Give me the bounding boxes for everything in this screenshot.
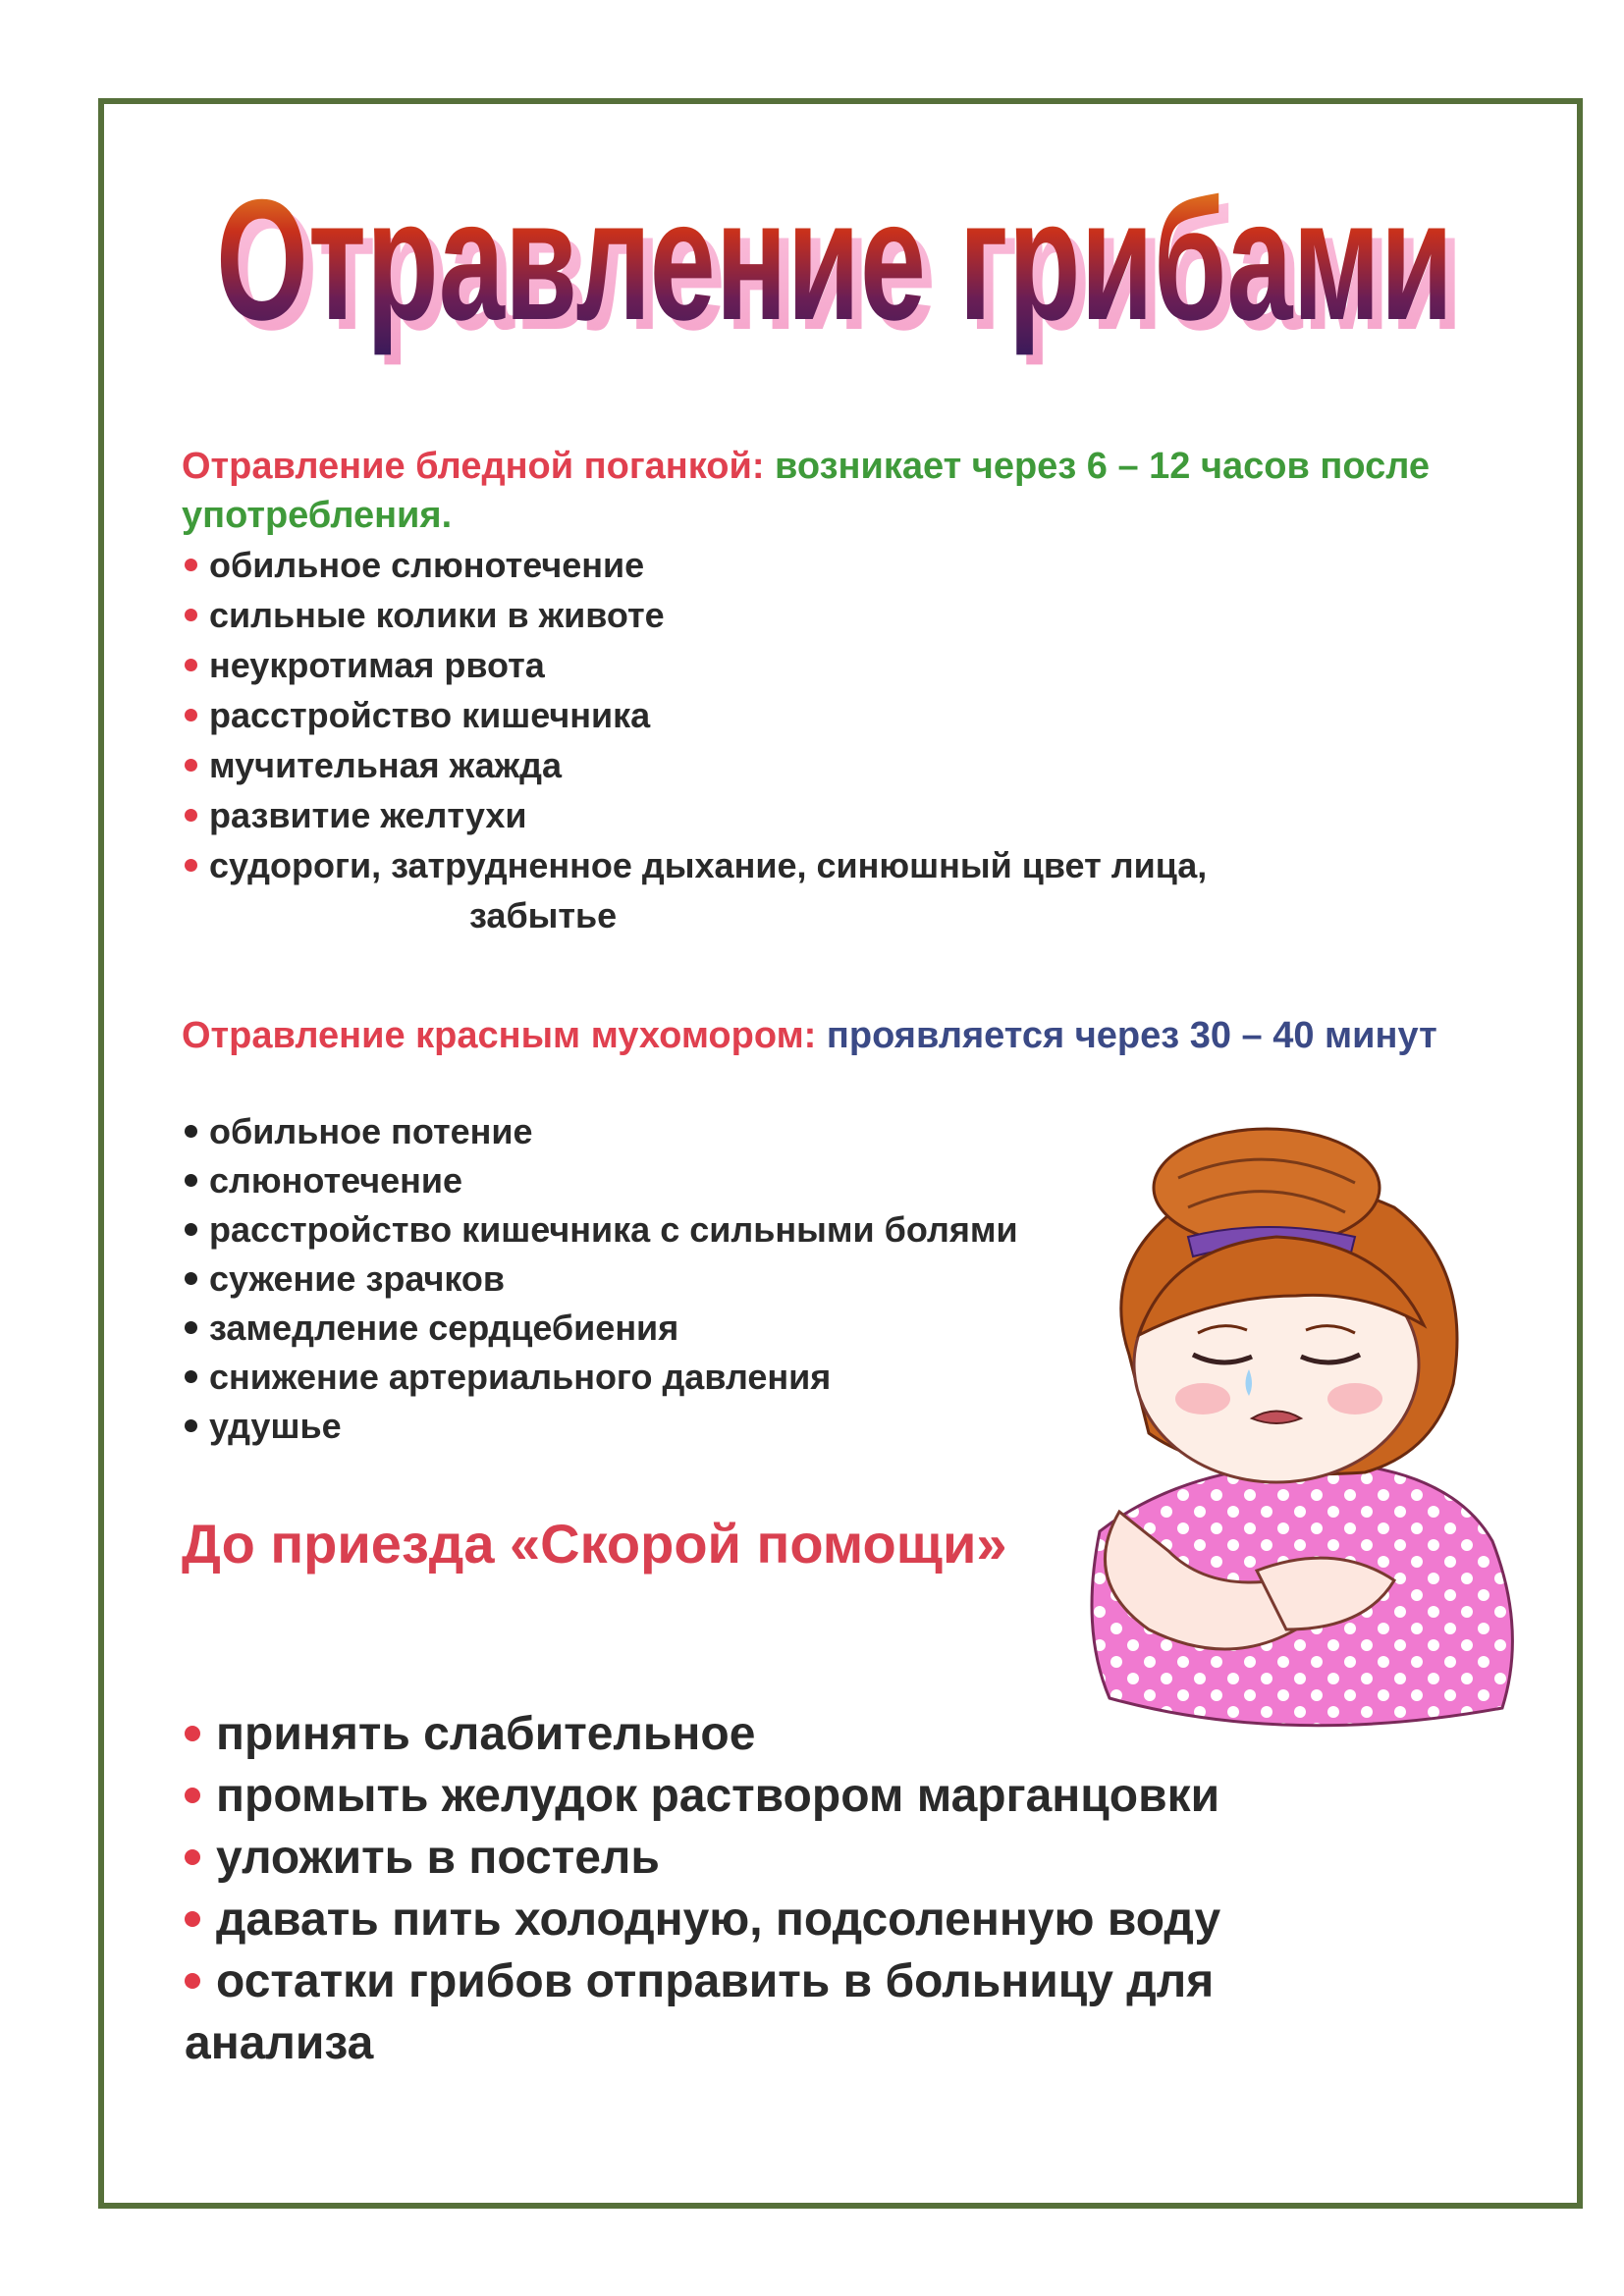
list-item: остатки грибов отправить в больницу для — [185, 1950, 1220, 2012]
list-item: замедление сердцебиения — [185, 1304, 1018, 1353]
list-item: промыть желудок раствором марганцовки — [185, 1765, 1220, 1827]
list-item: снижение артериального давления — [185, 1353, 1018, 1402]
page-title — [147, 147, 1522, 373]
title-shadow: Отравление грибами — [226, 175, 1463, 366]
list-item: мучительная жажда — [185, 740, 1207, 790]
list-item: удушье — [185, 1402, 1018, 1451]
bullet-icon — [185, 1788, 200, 1803]
section2-heading: Отравление красным мухомором: — [182, 1015, 817, 1056]
bullet-icon — [185, 1125, 197, 1138]
list-item: неукротимая рвота — [185, 640, 1207, 690]
section1-note: возникает через 6 – 12 часов после употребления. — [182, 446, 1430, 536]
bullet-icon — [185, 1726, 200, 1741]
bullet-icon — [185, 1419, 197, 1432]
bullet-icon — [185, 759, 197, 772]
list-item: развитие желтухи — [185, 790, 1207, 840]
bullet-icon — [185, 1321, 197, 1334]
section1-list — [185, 540, 1207, 940]
title-text: Отравление грибами — [216, 165, 1453, 356]
list-item: уложить в постель — [185, 1827, 1220, 1889]
list-item-continuation: забытье — [469, 895, 618, 935]
list-item: слюнотечение — [185, 1156, 1018, 1205]
bullet-icon — [185, 1223, 197, 1236]
bullet-icon — [185, 1370, 197, 1383]
list-item: судороги, затрудненное дыхание, синюшный цвет лица, — [185, 840, 1207, 890]
list-item: расстройство кишечника с сильными болями — [185, 1205, 1018, 1255]
section2-note: проявляется через 30 – 40 минут — [826, 1015, 1437, 1056]
list-item-continuation: анализа — [185, 2017, 374, 2069]
bullet-icon — [185, 559, 197, 571]
list-item: давать пить холодную, подсоленную воду — [185, 1889, 1220, 1950]
section2-heading-block — [182, 1011, 1488, 1060]
sick-girl-illustration — [1041, 1119, 1532, 1728]
bullet-icon — [185, 1973, 200, 1989]
bullet-icon — [185, 1174, 197, 1187]
list-item: обильное потение — [185, 1107, 1018, 1156]
section2-list — [185, 1107, 1018, 1451]
bullet-icon — [185, 1911, 200, 1927]
bullet-icon — [185, 809, 197, 822]
list-item: сужение зрачков — [185, 1255, 1018, 1304]
section1-heading-block — [182, 442, 1488, 540]
bullet-icon — [185, 709, 197, 721]
bullet-icon — [185, 609, 197, 621]
section1-heading: Отравление бледной поганкой: — [182, 446, 765, 487]
section3-heading: До приезда «Скорой помощи» — [182, 1513, 1007, 1575]
list-item: принять слабительное — [185, 1703, 1220, 1765]
list-item: расстройство кишечника — [185, 690, 1207, 740]
list-item: сильные колики в животе — [185, 590, 1207, 640]
section3-list — [185, 1703, 1220, 2074]
list-item: обильное слюнотечение — [185, 540, 1207, 590]
bullet-icon — [185, 1272, 197, 1285]
bullet-icon — [185, 659, 197, 671]
bullet-icon — [185, 859, 197, 872]
bullet-icon — [185, 1849, 200, 1865]
